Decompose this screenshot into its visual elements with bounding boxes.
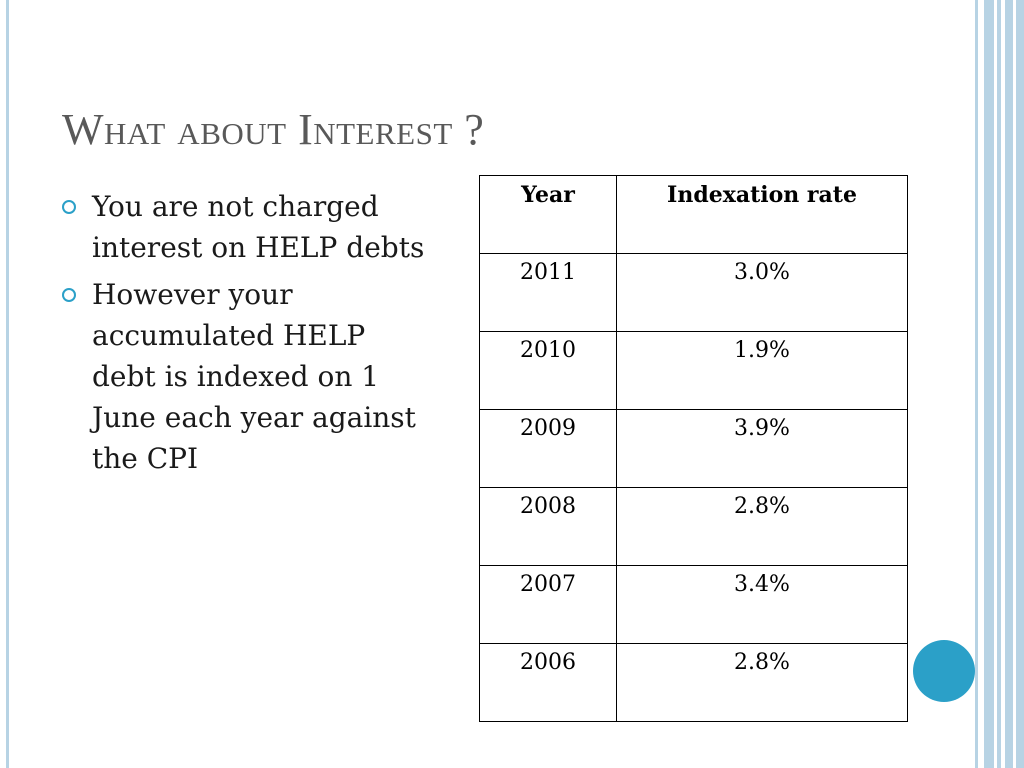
year-cell: 2008: [480, 488, 617, 566]
frame-stripe: [997, 0, 1001, 768]
frame-stripe: [975, 0, 978, 768]
rate-cell: 1.9%: [617, 332, 908, 410]
frame-stripe: [1005, 0, 1013, 768]
left-frame-line: [6, 0, 9, 768]
bullet-item: [62, 186, 432, 268]
bullet-text: You are not charged interest on HELP debts: [92, 190, 425, 264]
year-cell: 2010: [480, 332, 617, 410]
table-row: [480, 566, 908, 644]
circle-bullet-icon: [62, 288, 76, 302]
slide-title: What about Interest ?: [62, 105, 485, 154]
table-row: [480, 644, 908, 722]
frame-stripe: [1016, 0, 1024, 768]
header-year: Year: [480, 176, 617, 254]
table-row: [480, 254, 908, 332]
table-row: [480, 332, 908, 410]
rate-cell: 2.8%: [617, 488, 908, 566]
table-row: [480, 410, 908, 488]
circle-bullet-icon: [62, 200, 76, 214]
header-indexation-rate: Indexation rate: [617, 176, 908, 254]
rate-cell: 3.9%: [617, 410, 908, 488]
table-row: [480, 488, 908, 566]
rate-cell: 2.8%: [617, 644, 908, 722]
bullet-list: [62, 186, 432, 485]
decorative-circle: [913, 640, 975, 702]
rate-cell: 3.4%: [617, 566, 908, 644]
year-cell: 2007: [480, 566, 617, 644]
rate-cell: 3.0%: [617, 254, 908, 332]
table-header-row: [480, 176, 908, 254]
frame-stripe: [984, 0, 994, 768]
indexation-table: [479, 175, 908, 722]
year-cell: 2006: [480, 644, 617, 722]
bullet-item: [62, 274, 432, 479]
bullet-text: However your accumulated HELP debt is indexed on 1 June each year against the CPI: [92, 278, 416, 475]
year-cell: 2011: [480, 254, 617, 332]
year-cell: 2009: [480, 410, 617, 488]
